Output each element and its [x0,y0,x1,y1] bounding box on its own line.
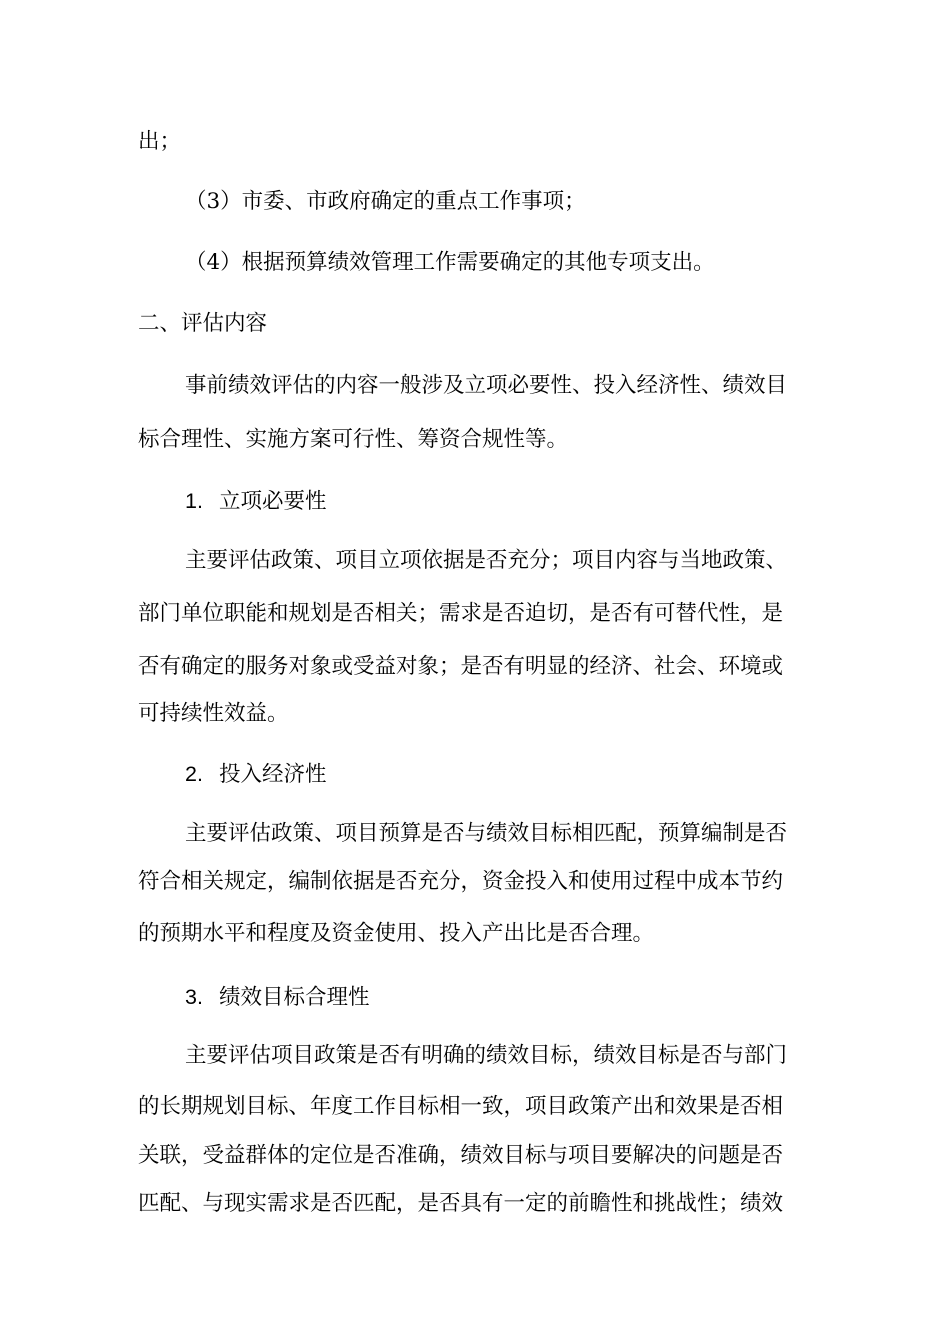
intro-line-2: 标合理性、实施方案可行性、筹资合规性等。 [138,427,569,452]
s3-line-3: 关联，受益群体的定位是否准确，绩效目标与项目要解决的问题是否 [138,1143,784,1168]
subsection-1-title: 立项必要性 [219,489,327,514]
list-item-3: （3）市委、市政府确定的重点工作事项； [185,189,586,214]
s3-line-2: 的长期规划目标、年度工作目标相一致，项目政策产出和效果是否相 [138,1094,784,1119]
s3-line-4: 匹配、与现实需求是否匹配，是否具有一定的前瞻性和挑战性；绩效 [138,1191,784,1216]
s1-line-1: 主要评估政策、项目立项依据是否充分；项目内容与当地政策、 [185,548,788,573]
s1-line-4: 可持续性效益。 [138,701,289,726]
subsection-3-number: 3. [185,985,203,1009]
subsection-3-heading [185,982,370,1013]
subsection-1-heading [185,486,327,517]
s2-line-2: 符合相关规定，编制依据是否充分，资金投入和使用过程中成本节约 [138,869,784,894]
list-item-4: （4）根据预算绩效管理工作需要确定的其他专项支出。 [185,250,715,275]
s2-line-1: 主要评估政策、项目预算是否与绩效目标相匹配，预算编制是否 [185,821,788,846]
s1-line-3: 否有确定的服务对象或受益对象；是否有明显的经济、社会、环境或 [138,654,784,679]
subsection-2-number: 2. [185,762,203,786]
s2-line-3: 的预期水平和程度及资金使用、投入产出比是否合理。 [138,921,655,946]
intro-line-1: 事前绩效评估的内容一般涉及立项必要性、投入经济性、绩效目 [185,373,788,398]
s3-line-1: 主要评估项目政策是否有明确的绩效目标，绩效目标是否与部门 [185,1043,788,1068]
paragraph-continuation: 出； [138,129,182,154]
section-heading: 二、评估内容 [138,311,268,336]
subsection-3-title: 绩效目标合理性 [219,985,370,1010]
subsection-1-number: 1. [185,489,203,513]
subsection-2-title: 投入经济性 [219,762,327,787]
subsection-2-heading [185,759,327,790]
s1-line-2: 部门单位职能和规划是否相关；需求是否迫切，是否有可替代性，是 [138,601,784,626]
